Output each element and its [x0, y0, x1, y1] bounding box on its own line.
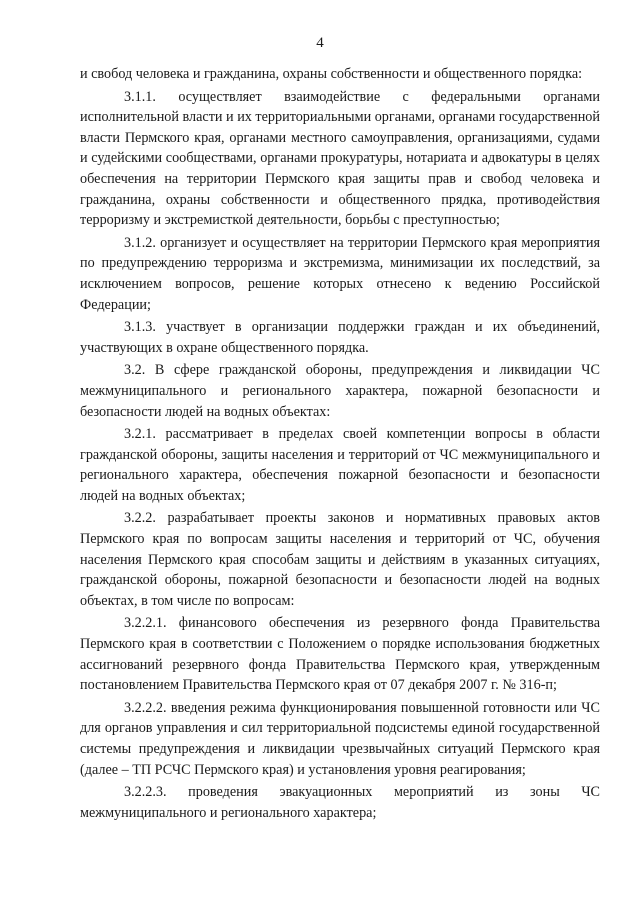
paragraph-3-2-1: 3.2.1. рассматривает в пределах своей компетенции вопросы в области гражданской обороны, защиты населения и территорий от ЧС межмуниципального и регионального характера, обеспечения пожарной безопасности и безопасности людей на водных объектах; — [80, 426, 600, 504]
paragraph-3-1-2: 3.1.2. организует и осуществляет на территории Пермского края мероприятия по предупреждению терроризма и экстремизма, минимизации их последствий, за исключением вопросов, решение которых отнесено к ведению Российской Федерации; — [80, 234, 600, 313]
paragraph-3-2-2-2: 3.2.2.2. введения режима функционирования повышенной готовности или ЧС для органов управления и сил территориальной подсистемы единой государственной системы предупреждения и ликвидации чрезвычайных ситуаций Пермского края (далее – ТП РСЧС Пермского края) и установления уровня реагирования; — [80, 699, 600, 778]
paragraph-3-1-1: 3.1.1. осуществляет взаимодействие с федеральными органами исполнительной власти и их территориальными органами, органами государственной власти Пермского края, органами местного самоуправления, организациями, судами и судейскими сообществами, органами прокуратуры, нотариата и адвокатуры в целях обеспечения на территории Пермского края защиты прав и свобод человека и гражданина, охраны собственности и общественного прядка, противодействия терроризму и экстремисткой деятельности, борьбы с преступностью; — [80, 88, 600, 229]
paragraph-3-2-2-3: 3.2.2.3. проведения эвакуационных мероприятий из зоны ЧС межмуниципального и регионального характера; — [80, 784, 600, 821]
paragraph-3-2-2: 3.2.2. разрабатывает проекты законов и нормативных правовых актов Пермского края по вопросам защиты населения и территорий от ЧС, обучения населения Пермского края способам защиты и действиям в указанных ситуациях, гражданской обороны, пожарной безопасности и безопасности людей на водных объектах, в том числе по вопросам: — [80, 510, 600, 609]
document-body — [80, 64, 600, 825]
paragraph-3-2: 3.2. В сфере гражданской обороны, предупреждения и ликвидации ЧС межмуниципального и регионального характера, пожарной безопасности и безопасности людей на водных объектах: — [80, 362, 600, 420]
paragraph-continuation: и свобод человека и гражданина, охраны собственности и общественного порядка: — [80, 66, 583, 82]
page-number: 4 — [316, 35, 324, 51]
paragraph-3-1-3: 3.1.3. участвует в организации поддержки граждан и их объединений, участвующих в охране общественного порядка. — [80, 319, 600, 356]
paragraph-3-2-2-1: 3.2.2.1. финансового обеспечения из резервного фонда Правительства Пермского края в соответствии с Положением о порядке использования бюджетных ассигнований резервного фонда Правительства Пермского края, утвержденным постановлением Правительства Пермского края от 07 декабря 2007 г. № 316-п; — [80, 615, 600, 694]
